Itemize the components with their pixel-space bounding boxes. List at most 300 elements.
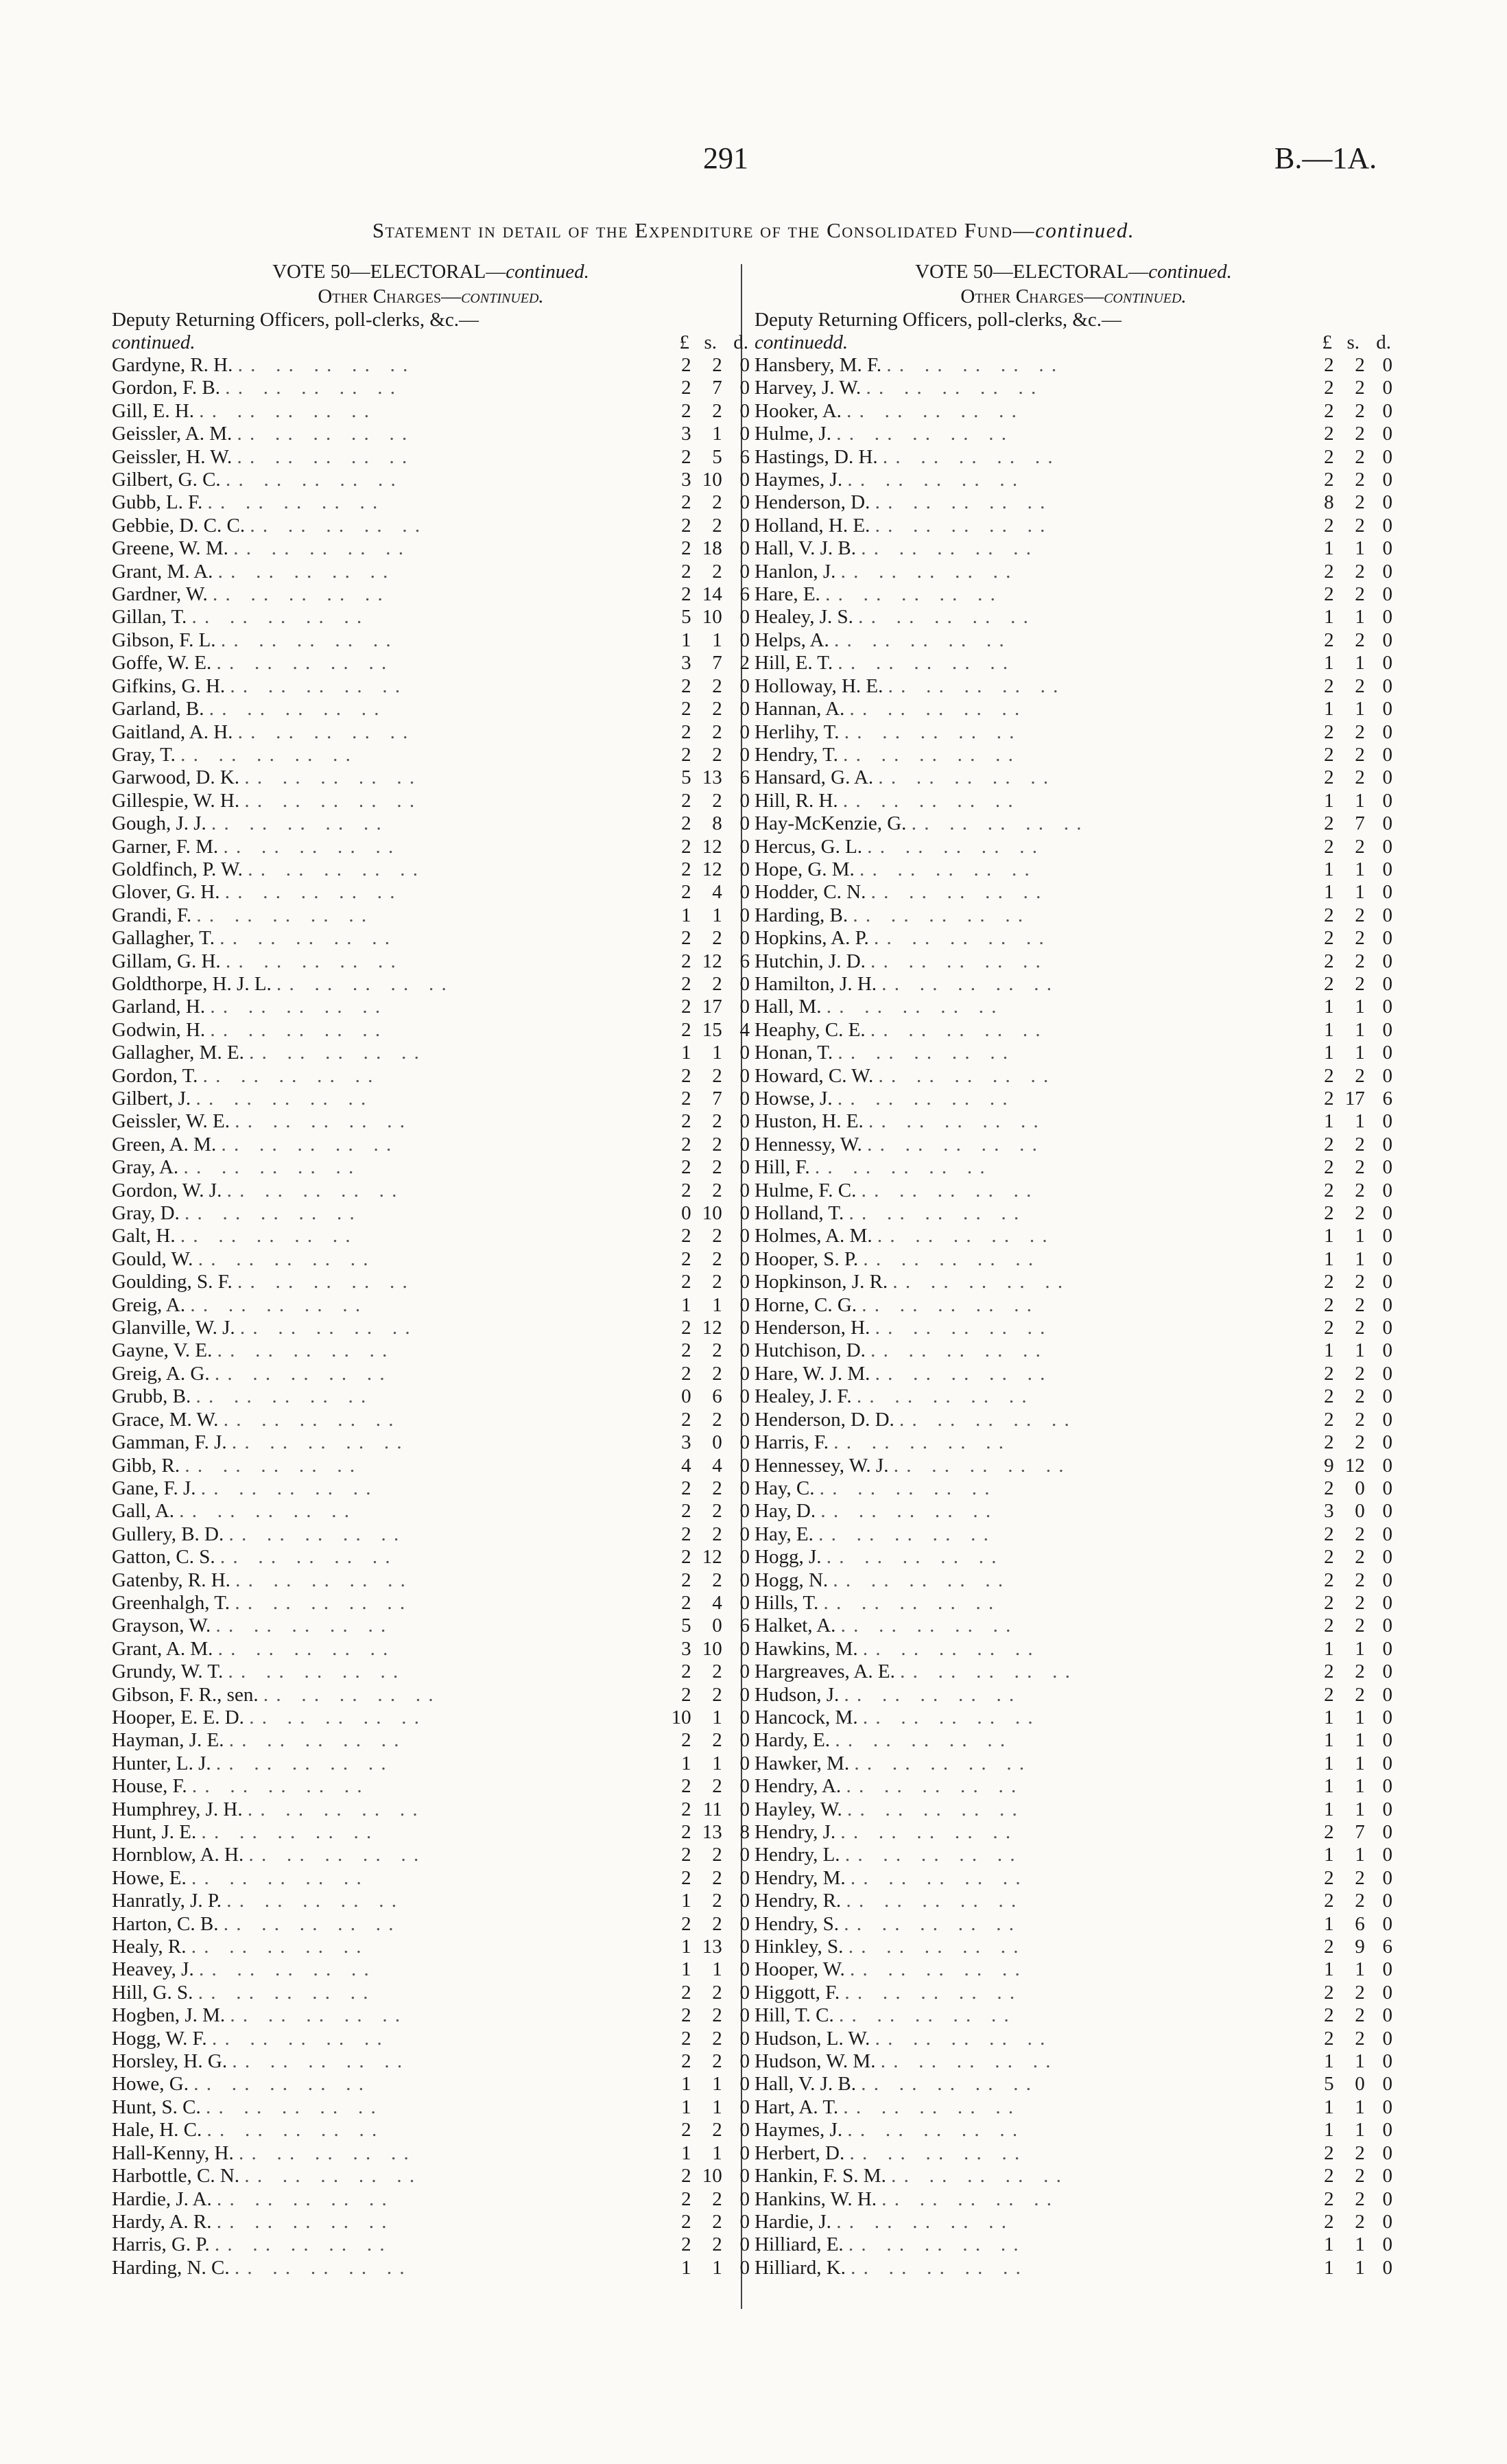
shillings-header: s. (1346, 331, 1360, 353)
pounds-cell: 2 (681, 354, 691, 376)
table-row (755, 1385, 1392, 1408)
shillings-cell: 2 (1355, 1591, 1365, 1614)
table-row (112, 2096, 750, 2119)
pounds-cell: 2 (681, 1317, 691, 1339)
shillings-cell: 12 (702, 950, 722, 972)
shillings-cell: 13 (702, 1821, 722, 1843)
pence-cell: 0 (739, 698, 750, 720)
pounds-cell: 2 (1324, 1866, 1334, 1889)
shillings-cell: 2 (1355, 1064, 1365, 1087)
payee-name: Hall-Kenny, H. . . . . . . . . . . (112, 2142, 410, 2164)
table-row (112, 1477, 750, 1500)
pence-cell: 0 (739, 1454, 750, 1477)
pounds-cell: 5 (681, 1615, 691, 1637)
pounds-cell: 2 (1324, 972, 1334, 995)
shillings-cell: 2 (1355, 1156, 1365, 1179)
table-row (755, 1936, 1392, 1958)
pounds-cell: 2 (1324, 2165, 1334, 2187)
shillings-cell: 1 (1355, 1042, 1365, 1064)
pence-cell: 0 (739, 1133, 750, 1155)
pounds-cell: 2 (681, 1477, 691, 1499)
pence-cell: 0 (739, 1890, 750, 1912)
table-row (112, 973, 750, 996)
payee-name: Gibson, F. L. . . . . . . . . . . (112, 629, 392, 651)
table-row (755, 629, 1392, 652)
shillings-cell: 1 (1355, 1798, 1365, 1820)
shillings-cell: 2 (712, 1271, 722, 1293)
pounds-cell: 2 (681, 1912, 691, 1935)
shillings-cell: 12 (702, 858, 722, 880)
payee-name: Garland, B. . . . . . . . . . . (112, 698, 381, 720)
pence-cell: 0 (1382, 1133, 1392, 1155)
payee-name: Hogben, J. M. . . . . . . . . . . (112, 2004, 402, 2027)
table-row (755, 1180, 1392, 1202)
pounds-cell: 2 (1324, 950, 1334, 972)
pence-cell: 0 (739, 2142, 750, 2164)
pence-cell: 0 (1382, 698, 1392, 720)
table-row (755, 1752, 1392, 1775)
table-row (755, 1477, 1392, 1500)
table-row (755, 583, 1392, 606)
payee-name: Hulme, F. C. . . . . . . . . . . (755, 1179, 1033, 1201)
table-row (112, 1982, 750, 2004)
table-row (112, 881, 750, 904)
pence-cell: 0 (739, 2119, 750, 2142)
shillings-cell: 2 (1355, 423, 1365, 445)
pence-cell: 0 (1382, 377, 1392, 399)
shillings-cell: 2 (1355, 2165, 1365, 2187)
payee-name: Hay, E. . . . . . . . . . . (755, 1523, 990, 1545)
shillings-cell: 2 (712, 399, 722, 422)
payee-name: Heaphy, C. E. . . . . . . . . . . (755, 1018, 1042, 1041)
table-row (755, 698, 1392, 720)
table-row (112, 515, 750, 537)
pounds-cell: 2 (681, 1798, 691, 1820)
shillings-cell: 1 (1355, 537, 1365, 560)
table-row (755, 2211, 1392, 2233)
payee-name: Gray, A. . . . . . . . . . . (112, 1156, 355, 1179)
pounds-cell: 2 (1324, 1477, 1334, 1499)
table-row (755, 766, 1392, 789)
table-row (755, 1339, 1392, 1362)
pounds-cell: 1 (1324, 1110, 1334, 1133)
pence-cell: 0 (1382, 2096, 1392, 2118)
payee-name: Hill, T. C. . . . . . . . . . . (755, 2004, 1010, 2027)
shillings-cell: 2 (712, 354, 722, 376)
pounds-cell: 3 (681, 469, 691, 491)
vote-title: VOTE 50—ELECTORAL—continued. (272, 261, 589, 283)
payee-name: Gaitland, A. H. . . . . . . . . . . (112, 720, 410, 743)
table-row (755, 1409, 1392, 1431)
pounds-cell: 1 (1324, 789, 1334, 812)
pounds-cell: 1 (1324, 1637, 1334, 1660)
table-row (755, 2257, 1392, 2279)
payee-name: Herbert, D. . . . . . . . . . . (755, 2142, 1021, 2164)
pounds-cell: 2 (1324, 674, 1334, 697)
payee-name: Holland, T. . . . . . . . . . . (755, 1202, 1021, 1225)
payee-name: Gough, J. J. . . . . . . . . . . (112, 812, 383, 835)
table-row (112, 996, 750, 1018)
pence-cell: 0 (1382, 1591, 1392, 1614)
shillings-cell: 2 (1355, 583, 1365, 606)
pounds-cell: 2 (1324, 766, 1334, 789)
payee-name: Healey, J. F. . . . . . . . . . . (755, 1385, 1028, 1408)
shillings-cell: 2 (712, 2233, 722, 2256)
shillings-cell: 1 (1355, 858, 1365, 880)
pence-cell: 0 (739, 491, 750, 514)
pence-cell: 0 (1382, 927, 1392, 950)
pence-cell: 0 (1382, 1110, 1392, 1133)
table-row (755, 1317, 1392, 1339)
shillings-cell: 2 (712, 1890, 722, 1912)
pence-cell: 0 (739, 354, 750, 376)
table-row (755, 1844, 1392, 1866)
pounds-cell: 1 (1324, 1706, 1334, 1728)
payee-name: Honan, T. . . . . . . . . . . (755, 1042, 1010, 1064)
pounds-cell: 2 (1324, 2187, 1334, 2210)
shillings-cell: 1 (1355, 1339, 1365, 1362)
payee-name: Gibson, F. R., sen. . . . . . . . . . . (112, 1683, 435, 1706)
pence-cell: 0 (1382, 1179, 1392, 1201)
shillings-cell: 17 (702, 996, 722, 1018)
payee-name: Gibb, R. . . . . . . . . . . (112, 1454, 357, 1477)
pounds-cell: 1 (1324, 2050, 1334, 2073)
payee-name: Harton, C. B. . . . . . . . . . . (112, 1912, 395, 1935)
shillings-cell: 2 (712, 1247, 722, 1270)
pounds-cell: 2 (681, 835, 691, 858)
pounds-cell: 1 (1324, 2119, 1334, 2142)
pounds-cell: 2 (1324, 2142, 1334, 2164)
pounds-cell: 2 (1324, 514, 1334, 537)
table-row (755, 2188, 1392, 2211)
pounds-cell: 2 (1324, 2210, 1334, 2233)
payee-name: Howard, C. W. . . . . . . . . . . (755, 1064, 1050, 1087)
payee-name: Hogg, W. F. . . . . . . . . . . (112, 2027, 383, 2050)
shillings-cell: 2 (712, 2119, 722, 2142)
shillings-cell: 12 (1344, 1454, 1365, 1477)
pence-cell: 0 (739, 1271, 750, 1293)
shillings-cell: 1 (1355, 1018, 1365, 1041)
shillings-cell: 10 (702, 606, 722, 629)
table-row (112, 2257, 750, 2279)
pounds-cell: 2 (681, 1018, 691, 1041)
pounds-cell: 2 (1324, 377, 1334, 399)
shillings-cell: 2 (1355, 1866, 1365, 1889)
shillings-cell: 1 (712, 2073, 722, 2096)
shillings-cell: 2 (712, 1844, 722, 1866)
table-row (755, 1271, 1392, 1293)
payee-name: Hutchin, J. D. . . . . . . . . . . (755, 950, 1042, 972)
pence-cell: 0 (1382, 1477, 1392, 1499)
shillings-cell: 2 (712, 2004, 722, 2027)
table-row (755, 721, 1392, 744)
pence-cell: 0 (1382, 2073, 1392, 2096)
pence-cell: 0 (739, 2073, 750, 2096)
table-row (755, 1890, 1392, 1912)
payee-name: Gordon, F. B. . . . . . . . . . . (112, 377, 396, 399)
table-row (112, 1271, 750, 1293)
pounds-cell: 2 (1324, 2004, 1334, 2027)
table-row (755, 491, 1392, 514)
pounds-cell: 2 (681, 2119, 691, 2142)
table-row (112, 446, 750, 469)
shillings-cell: 1 (712, 1958, 722, 1981)
pence-cell: 6 (1382, 1088, 1392, 1110)
shillings-cell: 1 (1355, 2119, 1365, 2142)
pence-cell: 0 (1382, 1431, 1392, 1454)
pence-cell: 0 (739, 1844, 750, 1866)
shillings-cell: 10 (702, 1202, 722, 1225)
shillings-cell: 1 (712, 1042, 722, 1064)
pence-cell: 0 (1382, 2256, 1392, 2279)
table-row (755, 469, 1392, 491)
pounds-cell: 2 (681, 1064, 691, 1087)
payee-name: Hankins, W. H. . . . . . . . . . . (755, 2187, 1054, 2210)
pence-cell: 0 (739, 2187, 750, 2210)
shillings-header: s. (704, 331, 717, 353)
pounds-cell: 1 (681, 1890, 691, 1912)
pounds-cell: 2 (1324, 1569, 1334, 1591)
pence-cell: 4 (739, 1018, 750, 1041)
table-row (755, 377, 1392, 399)
pounds-cell: 2 (681, 1500, 691, 1523)
shillings-cell: 2 (1355, 1523, 1365, 1545)
shillings-cell: 2 (1355, 399, 1365, 422)
category-title: Deputy Returning Officers, poll-clerks, &c.— (755, 309, 1122, 331)
table-row (112, 354, 750, 377)
pounds-cell: 2 (681, 1339, 691, 1362)
payee-name: Hogg, N. . . . . . . . . . . (755, 1569, 1005, 1591)
pounds-cell: 2 (1324, 1591, 1334, 1614)
table-row (755, 1638, 1392, 1661)
shillings-cell: 15 (702, 1018, 722, 1041)
pence-cell: 0 (739, 1729, 750, 1752)
payee-name: Hay, C. . . . . . . . . . . (755, 1477, 991, 1499)
pounds-cell: 0 (681, 1202, 691, 1225)
payee-name: Howe, G. . . . . . . . . . . (112, 2073, 365, 2096)
table-row (755, 675, 1392, 698)
payee-name: Grant, M. A. . . . . . . . . . . (112, 560, 390, 583)
pence-header: d. (1376, 331, 1391, 353)
payee-name: Hudson, W. M. . . . . . . . . . . (755, 2050, 1052, 2073)
table-row (112, 1225, 750, 1247)
pence-cell: 2 (739, 652, 750, 674)
shillings-cell: 2 (1355, 2004, 1365, 2027)
table-row (755, 1019, 1392, 1042)
pounds-cell: 2 (681, 1156, 691, 1179)
table-row (112, 1339, 750, 1362)
pounds-cell: 2 (1324, 1523, 1334, 1545)
pounds-cell: 2 (681, 1133, 691, 1155)
pounds-cell: 2 (1324, 469, 1334, 491)
pounds-cell: 1 (1324, 1775, 1334, 1798)
payee-name: Grayson, W. . . . . . . . . . . (112, 1615, 388, 1637)
pounds-cell: 2 (681, 972, 691, 995)
pounds-cell: 2 (1324, 835, 1334, 858)
pounds-cell: 1 (681, 1042, 691, 1064)
pounds-cell: 2 (681, 399, 691, 422)
shillings-cell: 2 (712, 1179, 722, 1201)
table-row (112, 2004, 750, 2027)
table-row (755, 400, 1392, 423)
table-row (755, 1294, 1392, 1317)
pence-cell: 0 (739, 399, 750, 422)
shillings-cell: 2 (1355, 354, 1365, 376)
pounds-cell: 1 (1324, 1729, 1334, 1752)
payee-name: Hare, W. J. M. . . . . . . . . . . (755, 1362, 1047, 1385)
table-row (112, 1363, 750, 1385)
pounds-cell: 1 (1324, 881, 1334, 904)
payee-name: Geissler, H. W. . . . . . . . . . . (112, 445, 409, 468)
pence-cell: 0 (1382, 789, 1392, 812)
table-row (112, 1615, 750, 1637)
table-row (755, 1982, 1392, 2004)
shillings-cell: 1 (1355, 2256, 1365, 2279)
shillings-cell: 2 (1355, 629, 1365, 651)
pounds-cell: 1 (1324, 537, 1334, 560)
pence-cell: 0 (739, 377, 750, 399)
payee-name: Godwin, H. . . . . . . . . . . (112, 1018, 382, 1041)
shillings-cell: 2 (1355, 1362, 1365, 1385)
pence-cell: 0 (739, 1064, 750, 1087)
payee-name: Hill, R. H. . . . . . . . . . . (755, 789, 1014, 812)
table-row (112, 836, 750, 858)
table-row (112, 1592, 750, 1615)
shillings-cell: 1 (712, 1752, 722, 1774)
shillings-cell: 2 (712, 674, 722, 697)
shillings-cell: 2 (1355, 377, 1365, 399)
pounds-cell: 1 (1324, 1844, 1334, 1866)
table-row (755, 2165, 1392, 2187)
payee-name: Hart, A. T. . . . . . . . . . . (755, 2096, 1015, 2118)
pence-cell: 0 (739, 1637, 750, 1660)
payee-name: Gray, T. . . . . . . . . . . (112, 743, 352, 766)
table-row (112, 1523, 750, 1546)
pounds-cell: 2 (681, 1523, 691, 1545)
pounds-cell: 10 (671, 1706, 691, 1728)
pence-cell: 0 (1382, 1821, 1392, 1843)
pence-cell: 0 (739, 1431, 750, 1454)
payee-name: Hargreaves, A. E. . . . . . . . . . . (755, 1661, 1071, 1683)
pounds-cell: 9 (1324, 1454, 1334, 1477)
pounds-cell: 1 (1324, 2256, 1334, 2279)
table-row (112, 629, 750, 652)
shillings-cell: 2 (1355, 1683, 1365, 1706)
pounds-cell: 3 (681, 1637, 691, 1660)
pence-cell: 0 (1382, 1615, 1392, 1637)
pence-cell: 0 (1382, 1844, 1392, 1866)
shillings-cell: 1 (712, 1706, 722, 1728)
pence-cell: 0 (1382, 1362, 1392, 1385)
shillings-cell: 2 (1355, 1431, 1365, 1454)
pounds-cell: 2 (681, 789, 691, 812)
table-row (112, 1546, 750, 1569)
payee-name: Hall, V. J. B. . . . . . . . . . . (755, 537, 1032, 560)
pounds-cell: 8 (1324, 491, 1334, 514)
payee-name: Hogg, J. . . . . . . . . . . (755, 1546, 998, 1569)
pence-cell: 0 (739, 1546, 750, 1569)
payee-name: Hulme, J. . . . . . . . . . . (755, 423, 1008, 445)
shillings-cell: 0 (1355, 1477, 1365, 1499)
payee-name: Heavey, J. . . . . . . . . . . (112, 1958, 370, 1981)
pence-cell: 0 (739, 1179, 750, 1201)
shillings-cell: 7 (712, 1088, 722, 1110)
table-row (755, 1110, 1392, 1133)
table-row (755, 996, 1392, 1018)
page-heading (0, 218, 1507, 243)
pence-cell: 0 (739, 904, 750, 926)
shillings-cell: 7 (712, 652, 722, 674)
pounds-cell: 1 (1324, 2096, 1334, 2118)
pence-cell: 0 (739, 1866, 750, 1889)
shillings-cell: 1 (712, 629, 722, 651)
table-row (755, 1202, 1392, 1225)
pounds-cell: 2 (1324, 1408, 1334, 1431)
pence-cell: 0 (1382, 629, 1392, 651)
payee-name: Hercus, G. L. . . . . . . . . . . (755, 835, 1039, 858)
pounds-cell: 1 (1324, 996, 1334, 1018)
table-row (112, 1569, 750, 1592)
shillings-cell: 2 (1355, 2142, 1365, 2164)
table-row (112, 1775, 750, 1798)
pounds-cell: 2 (1324, 1088, 1334, 1110)
pounds-cell: 0 (681, 1385, 691, 1408)
payee-name: Henderson, D. . . . . . . . . . . (755, 491, 1047, 514)
table-row (755, 354, 1392, 377)
shillings-cell: 2 (712, 2050, 722, 2073)
shillings-cell: 2 (1355, 2027, 1365, 2050)
shillings-cell: 0 (712, 1615, 722, 1637)
pounds-cell: 2 (1324, 583, 1334, 606)
payee-name: Hale, H. C. . . . . . . . . . . (112, 2119, 379, 2142)
pence-cell: 0 (739, 1500, 750, 1523)
payee-name: Hankin, F. S. M. . . . . . . . . . . (755, 2165, 1063, 2187)
column-header (112, 331, 750, 354)
shillings-cell: 7 (1355, 812, 1365, 835)
pence-cell: 0 (739, 1912, 750, 1935)
pence-cell: 0 (1382, 423, 1392, 445)
table-row (112, 927, 750, 950)
table-row (112, 744, 750, 766)
pounds-cell: 1 (1324, 652, 1334, 674)
pence-cell: 0 (1382, 1018, 1392, 1041)
pounds-cell: 2 (1324, 1981, 1334, 2004)
shillings-cell: 2 (712, 1683, 722, 1706)
table-row (112, 698, 750, 720)
table-row (755, 1225, 1392, 1247)
table-row (112, 537, 750, 560)
pounds-cell: 2 (1324, 904, 1334, 926)
pounds-cell: 2 (681, 881, 691, 904)
payee-name: Harvey, J. W. . . . . . . . . . . (755, 377, 1038, 399)
shillings-cell: 8 (712, 812, 722, 835)
pounds-cell: 2 (1324, 1683, 1334, 1706)
pounds-cell: 2 (681, 2233, 691, 2256)
table-row (755, 1134, 1392, 1156)
pence-cell: 0 (739, 1088, 750, 1110)
table-row (755, 1684, 1392, 1706)
payee-name: Hudson, L. W. . . . . . . . . . . (755, 2027, 1047, 2050)
pence-cell: 0 (1382, 2142, 1392, 2164)
shillings-cell: 1 (1355, 1775, 1365, 1798)
pence-cell: 0 (739, 2165, 750, 2187)
table-row (112, 2142, 750, 2165)
shillings-cell: 2 (712, 491, 722, 514)
shillings-cell: 13 (702, 766, 722, 789)
table-row (755, 950, 1392, 973)
shillings-cell: 4 (712, 881, 722, 904)
payee-name: Hendry, L. . . . . . . . . . . (755, 1844, 1017, 1866)
